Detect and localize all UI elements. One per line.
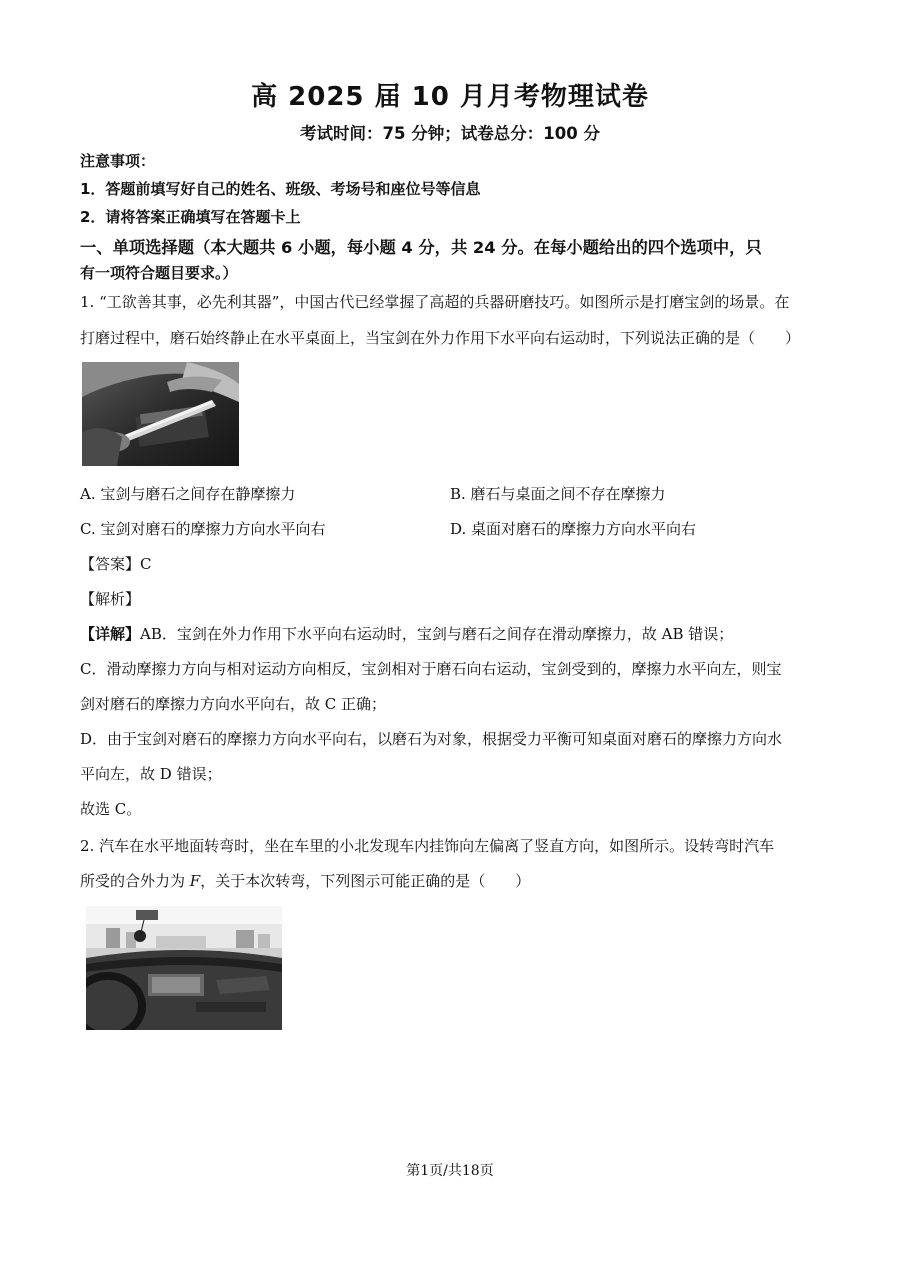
q1-option-c: C. 宝剑对磨石的摩擦力方向水平向右: [80, 520, 326, 538]
q1-detail-label: 【详解】: [80, 625, 141, 643]
note-item-1: 1．答题前填写好自己的姓名、班级、考场号和座位号等信息: [80, 180, 481, 198]
q1-detail-line2: C．滑动摩擦力方向与相对运动方向相反，宝剑相对于磨石向右运动，宝剑受到的，摩擦力水平向左，则宝: [80, 660, 782, 678]
q1-option-d: D. 桌面对磨石的摩擦力方向水平向右: [450, 520, 697, 538]
q1-answer: 【答案】C: [80, 555, 152, 573]
exam-info: 考试时间：75 分钟；试卷总分：100 分: [300, 124, 600, 143]
q1-detail-line4: D．由于宝剑对磨石的摩擦力方向水平向右，以磨石为对象，根据受力平衡可知桌面对磨石的摩擦力方向水: [80, 730, 783, 748]
q2-stem-line2: [80, 870, 825, 891]
q1-option-b: B. 磨石与桌面之间不存在摩擦力: [450, 485, 666, 503]
section-heading-line1: 一、单项选择题（本大题共 6 小题，每小题 4 分，共 24 分。在每小题给出的四个选项中，只: [80, 238, 762, 257]
page-title: 高 2025 届 10 月月考物理试卷: [251, 82, 649, 112]
section-heading-line2: 有一项符合题目要求。）: [80, 264, 238, 282]
q1-stem-line1: 1. “工欲善其事，必先利其器”，中国古代已经掌握了高超的兵器研磨技巧。如图所示是打磨宝剑的场景。在: [80, 293, 790, 311]
car-interior-photo: [86, 906, 282, 1030]
q1-detail-line6: 故选 C。: [80, 800, 142, 818]
sword-sharpening-photo: [82, 362, 239, 466]
q2-stem-prefix: 所受的合外力为: [80, 872, 190, 890]
q2-stem-suffix: ，关于本次转弯，下列图示可能正确的是（ ）: [200, 872, 531, 890]
q1-stem-line2: 打磨过程中，磨石始终静止在水平桌面上，当宝剑在外力作用下水平向右运动时，下列说法正确的是（ ）: [80, 329, 801, 347]
force-variable: F: [189, 872, 201, 890]
page-number: 第1页/共18页: [406, 1163, 494, 1179]
q1-option-a: A. 宝剑与磨石之间存在静摩擦力: [80, 485, 296, 503]
q1-analysis-label: 【解析】: [80, 590, 141, 608]
q1-detail-line5: 平向左，故 D 错误；: [80, 765, 222, 783]
q1-detail-line1: [80, 623, 825, 644]
q1-detail-line3: 剑对磨石的摩擦力方向水平向右，故 C 正确；: [80, 695, 387, 713]
q2-stem-line1: 2. 汽车在水平地面转弯时，坐在车里的小北发现车内挂饰向左偏离了竖直方向，如图所示。设转弯时汽车: [80, 837, 775, 855]
note-item-2: 2．请将答案正确填写在答题卡上: [80, 208, 301, 226]
notes-heading: 注意事项：: [80, 152, 156, 170]
q1-detail-text: AB．宝剑在外力作用下水平向右运动时，宝剑与磨石之间存在滑动摩擦力，故 AB 错误；: [140, 625, 734, 643]
